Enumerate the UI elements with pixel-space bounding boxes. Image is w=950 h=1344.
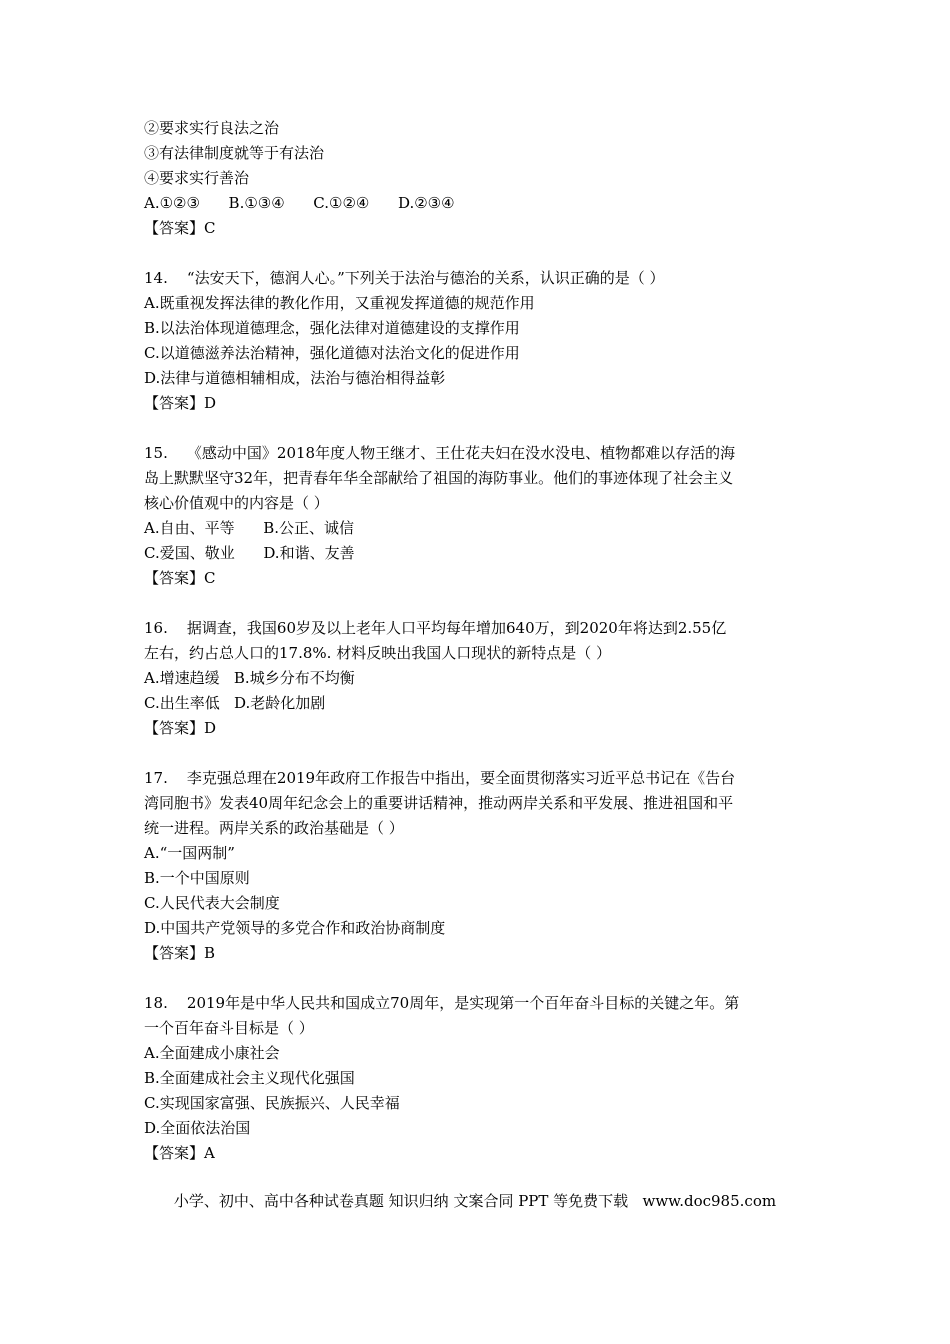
question-stem: 18. 2019年是中华人民共和国成立70周年，是实现第一个百年奋斗目标的关键之年。第 [144,994,740,1012]
option-line: A.既重视发挥法律的教化作用，又重视发挥道德的规范作用 [144,294,535,312]
choice-line: A.①②③ B.①③④ C.①②④ D.②③④ [144,194,455,212]
option-line: B.以法治体现道德理念，强化法律对道德建设的支撑作用 [144,319,520,337]
option-line: B.一个中国原则 [144,869,250,887]
spacer [144,741,814,766]
spacer [144,591,814,616]
question-stem: 统一进程。两岸关系的政治基础是（ ） [144,819,404,837]
option-line: A.增速趋缓 B.城乡分布不均衡 [144,669,355,687]
question-18 [144,991,814,1166]
answer-line: 【答案】C [144,219,216,237]
question-stem: 核心价值观中的内容是（ ） [144,494,329,512]
option-line: A.自由、平等 B.公正、诚信 [144,519,355,537]
option-line: D.全面依法治国 [144,1119,251,1137]
question-stem: 左右，约占总人口的17.8%. 材料反映出我国人口现状的新特点是（ ） [144,644,611,662]
question-stem: 湾同胞书》发表40周年纪念会上的重要讲话精神，推动两岸关系和平发展、推进祖国和平 [144,794,734,812]
option-line: ④要求实行善治 [144,169,250,187]
question-14 [144,266,814,416]
option-line: D.中国共产党领导的多党合作和政治协商制度 [144,919,446,937]
question-stem: 岛上默默坚守32年，把青春年华全部献给了祖国的海防事业。他们的事迹体现了社会主义 [144,469,734,487]
spacer [144,416,814,441]
question-17 [144,766,814,966]
answer-line: 【答案】A [144,1144,215,1162]
option-line: C.以道德滋养法治精神，强化道德对法治文化的促进作用 [144,344,520,362]
question-stem: 一个百年奋斗目标是（ ） [144,1019,314,1037]
question-15 [144,441,814,591]
answer-line: 【答案】D [144,719,217,737]
answer-line: 【答案】B [144,944,216,962]
question-stem: 15. 《感动中国》2018年度人物王继才、王仕花夫妇在没水没电、植物都难以存活的海 [144,444,736,462]
option-line: A.“一国两制” [144,844,235,862]
answer-line: 【答案】C [144,569,216,587]
option-line: D.法律与道德相辅相成，法治与德治相得益彰 [144,369,446,387]
question-stem: 14. “法安天下，德润人心。”下列关于法治与德治的关系，认识正确的是（ ） [144,269,665,287]
question-13-tail [144,116,814,241]
option-line: C.实现国家富强、民族振兴、人民幸福 [144,1094,400,1112]
answer-line: 【答案】D [144,394,217,412]
option-line: C.爱国、敬业 D.和谐、友善 [144,544,355,562]
page-footer: 小学、初中、高中各种试卷真题 知识归纳 文案合同 PPT 等免费下载 www.doc985.com [173,1192,777,1210]
option-line: C.出生率低 D.老龄化加剧 [144,694,326,712]
spacer [144,966,814,991]
option-line: B.全面建成社会主义现代化强国 [144,1069,355,1087]
option-line: ③有法律制度就等于有法治 [144,144,325,162]
document-page [144,116,814,1166]
option-line: ②要求实行良法之治 [144,119,280,137]
question-stem: 17. 李克强总理在2019年政府工作报告中指出，要全面贯彻落实习近平总书记在《告台 [144,769,736,787]
question-stem: 16. 据调查，我国60岁及以上老年人口平均每年增加640万，到2020年将达到2.55亿 [144,619,727,637]
question-16 [144,616,814,741]
spacer [144,241,814,266]
option-line: A.全面建成小康社会 [144,1044,280,1062]
option-line: C.人民代表大会制度 [144,894,280,912]
